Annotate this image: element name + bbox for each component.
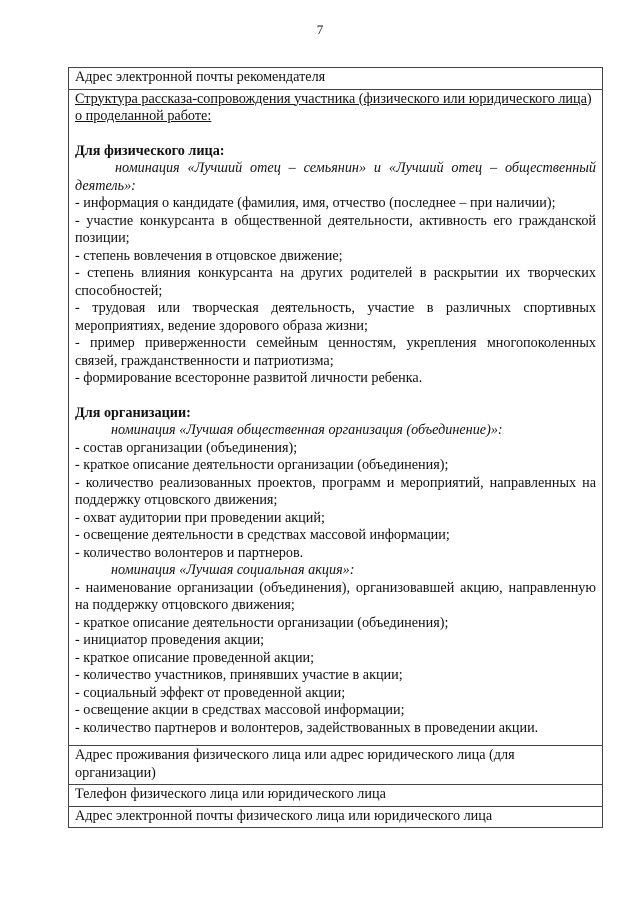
list-item: - количество партнеров и волонтеров, задействованных в проведении акции. <box>75 719 539 736</box>
address-cell: Адрес проживания физического лица или адрес юридического лица (для организации) <box>69 746 603 785</box>
recommender-email-cell: Адрес электронной почты рекомендателя <box>69 68 603 90</box>
organization-nomination-1: номинация «Лучшая общественная организация (объединение)»: <box>111 422 503 438</box>
list-item: - охват аудитории при проведении акций; <box>75 509 325 526</box>
table-row <box>69 806 603 828</box>
phone-cell: Телефон физического лица или юридического лица <box>69 785 603 807</box>
page-number: 7 <box>316 22 324 37</box>
table-row <box>69 746 603 785</box>
table-row <box>69 89 603 746</box>
organization-nomination-2: номинация «Лучшая социальная акция»: <box>111 562 355 578</box>
list-item: - освещение деятельности в средствах массовой информации; <box>75 527 450 543</box>
list-item: - наименование организации (объединения), организовавшей акцию, направленную на поддержку отцовского движения; <box>75 579 596 613</box>
email-cell: Адрес электронной почты физического лица или юридического лица <box>69 806 603 828</box>
organization-heading: Для организации: <box>75 404 191 421</box>
list-item: - количество участников, принявших участие в акции; <box>75 667 403 683</box>
list-item: - степень влияния конкурсанта на других родителей в раскрытии их творческих способностей; <box>75 265 596 299</box>
list-item: - инициатор проведения акции; <box>75 632 265 648</box>
form-table <box>68 67 603 828</box>
list-item: - формирование всесторонне развитой личности ребенка. <box>75 370 423 386</box>
individual-nomination: номинация «Лучший отец – семьянин» и «Лучший отец – общественный деятель»: <box>75 160 596 194</box>
list-item: - состав организации (объединения); <box>75 439 298 456</box>
list-item: - информация о кандидате (фамилия, имя, отчество (последнее – при наличии); <box>75 195 556 211</box>
list-item: - краткое описание проведенной акции; <box>75 649 315 666</box>
structure-heading: Структура рассказа-сопровождения участника (физического или юридического лица) о проделанной работе: <box>75 90 592 124</box>
list-item: - пример приверженности семейным ценностям, укрепления многопоколенных связей, гражданственности и патриотизма; <box>75 335 596 369</box>
list-item: - участие конкурсанта в общественной деятельности, активность его гражданской позиции; <box>75 212 596 246</box>
list-item: - количество волонтеров и партнеров. <box>75 544 304 561</box>
table-row <box>69 785 603 807</box>
structure-cell <box>69 89 603 746</box>
list-item: - социальный эффект от проведенной акции; <box>75 684 346 701</box>
list-item: - краткое описание деятельности организации (объединения); <box>75 614 449 631</box>
list-item: - количество реализованных проектов, программ и мероприятий, направленных на поддержку отцовского движения; <box>75 474 596 508</box>
list-item: - краткое описание деятельности организации (объединения); <box>75 457 449 473</box>
list-item: - трудовая или творческая деятельность, участие в различных спортивных мероприятиях, ведение здорового образа жизни; <box>75 300 596 334</box>
individual-heading: Для физического лица: <box>75 142 225 159</box>
list-item: - освещение акции в средствах массовой информации; <box>75 702 405 718</box>
table-row <box>69 68 603 90</box>
list-item: - степень вовлечения в отцовское движение; <box>75 247 343 264</box>
